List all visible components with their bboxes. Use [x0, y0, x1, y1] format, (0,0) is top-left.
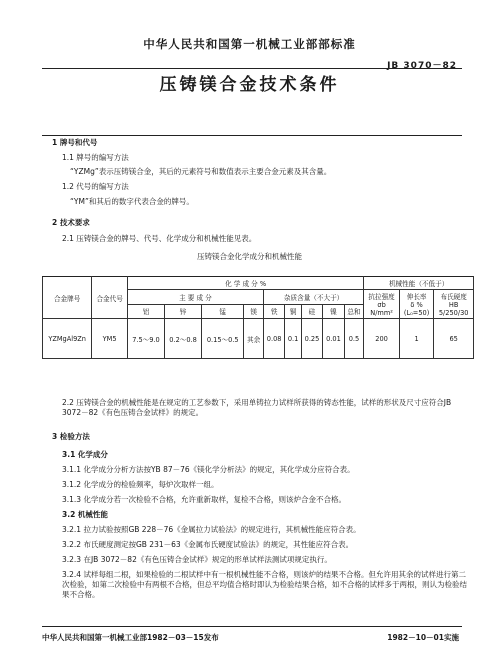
issue-info: 中华人民共和国第一机械工业部1982－03－15发布	[42, 633, 219, 642]
cell-grade: YZMgAl9Zn	[43, 319, 92, 359]
clause-3-2-2-text: 3.2.2 布氏硬度测定按GB 231－63《金属布氏硬度试验法》的规定，其性能应符合表。	[62, 540, 354, 549]
cell-ni: 0.01	[323, 319, 344, 359]
title-rule	[42, 135, 462, 136]
cell-zn: 0.2～0.8	[165, 319, 202, 359]
col-alloy-grade: 合金牌号	[43, 277, 92, 319]
cell-total: 0.5	[344, 319, 364, 359]
col-mg: 镁	[244, 304, 264, 319]
clause-3-2-3-text: 3.2.3 在JB 3072－82《有色压铸合金试样》规定的形单试样法测试项规定执行。	[62, 555, 332, 564]
clause-2-1-text: 2.1 压铸镁合金的牌号、代号、化学成分和机械性能见表。	[62, 234, 257, 243]
col-tensile	[364, 290, 400, 319]
cell-mg: 其余	[244, 319, 264, 359]
cell-hard: 65	[434, 319, 474, 359]
hard-condition: 5/250/30	[438, 309, 469, 317]
col-elongation	[399, 290, 433, 319]
elong-gauge: (L₀=50)	[403, 309, 430, 317]
tensile-symbol: σb	[377, 301, 386, 309]
clause-1-2-heading: 1.2 代号的编写方法	[62, 182, 129, 191]
standard-number: JB 3070－82	[387, 61, 457, 71]
col-al: 铝	[127, 304, 164, 319]
col-chem-comp: 化 学 成 分 %	[127, 277, 363, 290]
col-main-comp: 主 要 成 分	[127, 290, 263, 305]
section-1-heading: 1 牌号和代号	[52, 138, 98, 147]
tensile-unit: N/mm²	[370, 309, 393, 317]
effective-date: 1982－10－01实施	[387, 633, 459, 642]
col-mech: 机械性能（不低于）	[364, 277, 474, 290]
col-si: 硅	[301, 304, 322, 319]
clause-3-1-3-text: 3.1.3 化学成分若一次检验不合格，允许重新取样，复检不合格，则该炉合金不合格。	[62, 495, 346, 504]
col-mn: 锰	[202, 304, 244, 319]
cell-cu: 0.1	[285, 319, 301, 359]
hard-label: 布氏硬度	[440, 293, 467, 301]
col-ni: 镍	[323, 304, 344, 319]
cell-fe: 0.08	[263, 319, 284, 359]
table-caption: 压铸镁合金化学成分和机械性能	[197, 252, 302, 261]
col-hardness	[434, 290, 474, 319]
clause-3-2-4-text: 3.2.4 试样每组二根，如果检验的二根试样中有一根机械性能不合格，则该炉的结果不合格。但允许用其余的试样进行第二次检验，如第二次检验中有两根不合格，但总平均值合格时即认为检验结果合格，如不合格的试样多于两根，则认为检验结果不合格。	[62, 570, 467, 600]
col-total: 总和	[344, 304, 364, 319]
col-fe: 铁	[263, 304, 284, 319]
cell-code: YM5	[92, 319, 128, 359]
cell-elong: 1	[399, 319, 433, 359]
col-impurity: 杂质含量（不大于）	[263, 290, 363, 305]
composition-table	[42, 276, 474, 359]
cell-tensile: 200	[364, 319, 400, 359]
header-rule	[42, 68, 462, 69]
hard-symbol: HB	[448, 301, 459, 309]
clause-3-1-heading: 3.1 化学成分	[62, 450, 108, 459]
clause-3-2-heading: 3.2 机械性能	[62, 510, 108, 519]
col-cu: 铜	[285, 304, 301, 319]
clause-3-1-2-text: 3.1.2 化学成分的检验频率，每炉次取样一组。	[62, 480, 219, 489]
clause-3-1-1-text: 3.1.1 化学成分分析方法按YB 87－76《镁化学分析法》的规定，其化学成分应符合表。	[62, 465, 355, 474]
elong-label: 伸长率	[406, 293, 427, 301]
clause-2-2-text: 2.2 压铸镁合金的机械性能是在规定的工艺参数下，采用单铸拉力试样所获得的铸态性能，试样的形状及尺寸应符合JB 3072－82《有色压铸合金试样》的规定。	[62, 398, 452, 418]
footer-rule	[42, 626, 462, 627]
cell-mn: 0.15～0.5	[202, 319, 244, 359]
section-3-heading: 3 检验方法	[52, 432, 90, 441]
col-alloy-code: 合金代号	[92, 277, 128, 319]
cell-si: 0.25	[301, 319, 322, 359]
section-2-heading: 2 技术要求	[52, 218, 90, 227]
elong-symbol: δ %	[410, 301, 423, 309]
clause-1-1-text: “YZMg”表示压铸镁合金，其后的元素符号和数值表示主要合金元素及其含量。	[70, 167, 332, 176]
clause-1-1-heading: 1.1 牌号的编写方法	[62, 153, 129, 162]
document-title: 压铸镁合金技术条件	[159, 75, 340, 95]
tensile-label: 抗拉强度	[368, 293, 395, 301]
issuer-heading: 中华人民共和国第一机械工业部部标准	[143, 37, 356, 51]
cell-al: 7.5～9.0	[127, 319, 164, 359]
col-zn: 锌	[165, 304, 202, 319]
clause-1-2-text: “YM”和其后的数字代表合金的牌号。	[70, 197, 194, 206]
clause-3-2-1-text: 3.2.1 拉力试验按照GB 228－76《金属拉力试验法》的规定进行，其机械性能应符合表。	[62, 525, 361, 534]
